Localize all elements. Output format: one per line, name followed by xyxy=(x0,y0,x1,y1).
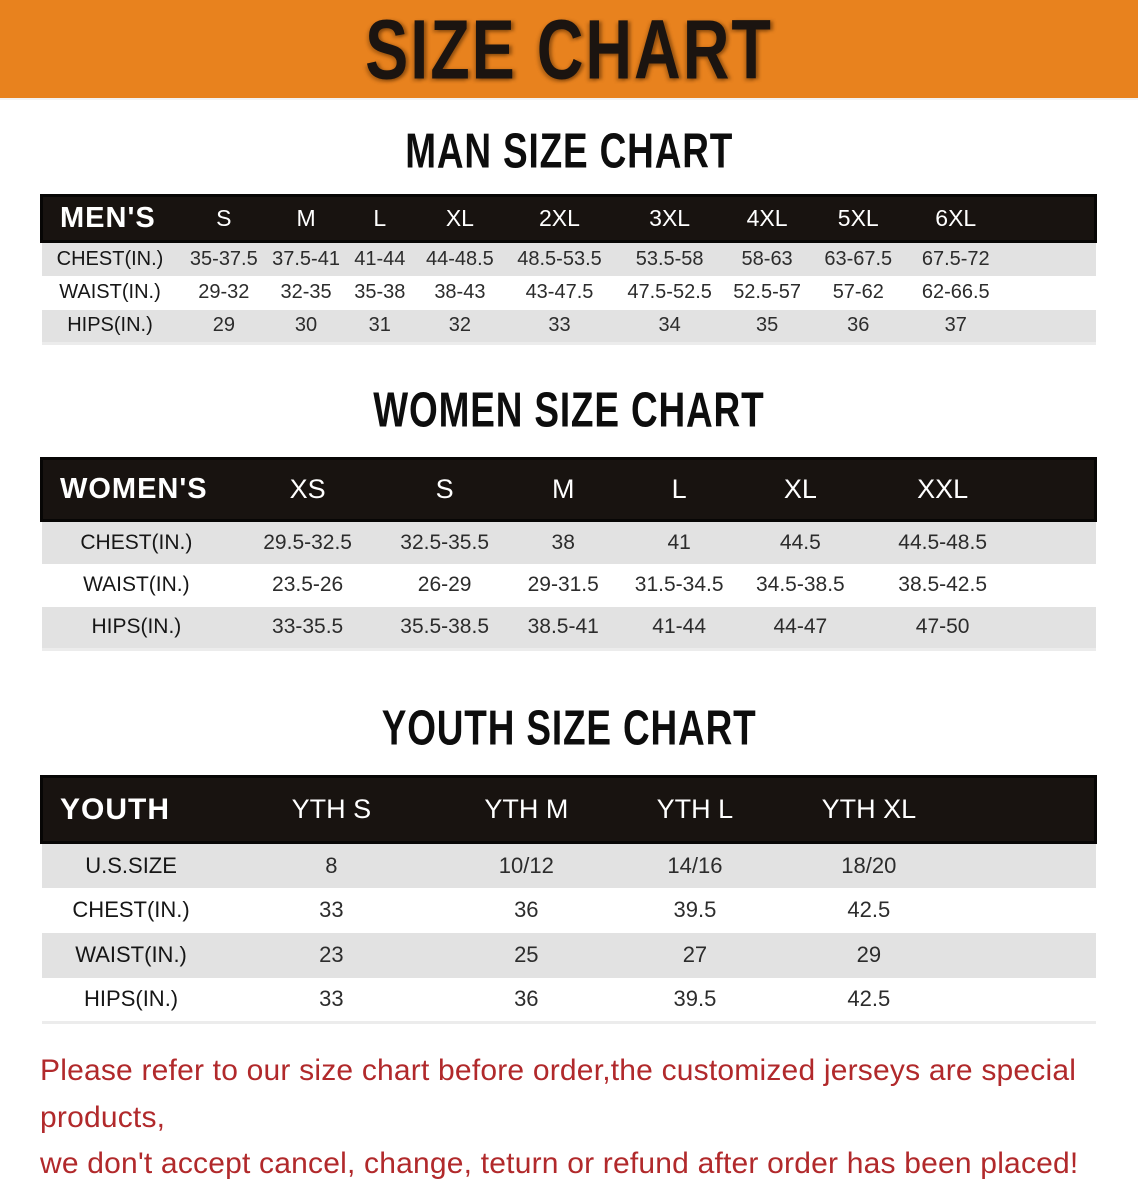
spacer-cell xyxy=(958,888,1095,933)
table-cell: 42.5 xyxy=(847,897,891,922)
column-header: 6XL xyxy=(935,205,977,231)
men-size-table xyxy=(40,194,1097,345)
table-cell: 29-31.5 xyxy=(527,573,599,596)
table-row xyxy=(42,888,1096,933)
table-cell: 8 xyxy=(325,852,338,878)
spacer-cell xyxy=(958,777,1095,843)
table-row xyxy=(42,843,1096,888)
table-cell: 18/20 xyxy=(841,852,897,878)
youth-table-body xyxy=(42,843,1096,1023)
column-header: YTH S xyxy=(291,794,372,824)
table-cell: 33 xyxy=(548,314,571,337)
table-header-row xyxy=(42,777,1096,843)
table-cell: 35.5-38.5 xyxy=(400,615,490,639)
table-cell: 44.5-48.5 xyxy=(898,530,988,554)
table-cell: 62-66.5 xyxy=(921,281,990,303)
row-label: HIPS(IN.) xyxy=(84,986,179,1012)
table-cell: 44-48.5 xyxy=(425,247,494,270)
spacer-cell xyxy=(1022,459,1096,521)
column-header: S xyxy=(216,205,232,231)
table-cell: 38.5-41 xyxy=(527,615,599,639)
table-cell: 38.5-42.5 xyxy=(898,573,988,596)
table-cell: 29-32 xyxy=(198,281,250,303)
banner-title: SIZE CHART xyxy=(365,1,773,97)
table-row xyxy=(42,933,1096,978)
table-row xyxy=(42,310,1096,344)
men-section-heading-text: MAN SIZE CHART xyxy=(405,124,733,179)
spacer-cell xyxy=(958,933,1095,978)
row-label: U.S.SIZE xyxy=(85,852,177,878)
spacer-cell xyxy=(1006,310,1096,344)
row-label: WAIST(IN.) xyxy=(83,573,190,596)
table-cell: 37.5-41 xyxy=(272,247,340,270)
table-group-label: WOMEN'S xyxy=(60,473,208,505)
table-cell: 29 xyxy=(856,942,882,967)
table-cell: 47-50 xyxy=(915,615,970,639)
table-cell: 67.5-72 xyxy=(921,247,990,270)
column-header: M xyxy=(551,474,575,504)
spacer-cell xyxy=(958,978,1095,1023)
spacer-cell xyxy=(1022,521,1096,564)
order-disclaimer-note xyxy=(40,1048,1110,1188)
spacer-cell xyxy=(1022,607,1096,650)
table-cell: 31 xyxy=(368,314,391,337)
row-label: WAIST(IN.) xyxy=(59,281,161,303)
column-header: 3XL xyxy=(649,205,691,231)
table-cell: 23 xyxy=(319,942,344,967)
table-cell: 32 xyxy=(448,314,472,337)
column-header: 4XL xyxy=(746,205,788,231)
table-cell: 37 xyxy=(944,314,967,337)
men-table-header xyxy=(42,196,1096,242)
table-cell: 31.5-34.5 xyxy=(634,573,724,596)
table-cell: 35 xyxy=(755,314,779,337)
table-cell: 10/12 xyxy=(498,852,554,878)
spacer-cell xyxy=(1006,242,1096,276)
table-cell: 34.5-38.5 xyxy=(755,573,845,596)
row-label: HIPS(IN.) xyxy=(67,314,153,337)
table-cell: 35-37.5 xyxy=(189,247,258,270)
men-table-body xyxy=(42,242,1096,344)
table-row xyxy=(42,978,1096,1023)
table-cell: 35-38 xyxy=(354,281,406,303)
men-section-heading xyxy=(0,124,1138,179)
youth-section-heading-text: YOUTH SIZE CHART xyxy=(381,701,757,756)
table-cell: 32.5-35.5 xyxy=(400,530,490,554)
table-cell: 14/16 xyxy=(667,852,723,878)
table-cell: 29.5-32.5 xyxy=(263,530,352,554)
table-cell: 44.5 xyxy=(779,530,821,554)
column-header: YTH L xyxy=(656,794,734,824)
table-cell: 36 xyxy=(514,897,539,922)
table-cell: 30 xyxy=(294,314,318,337)
women-size-table xyxy=(40,457,1097,651)
table-row xyxy=(42,564,1096,607)
women-table-header xyxy=(42,459,1096,521)
column-header: XXL xyxy=(917,474,969,504)
column-header: M xyxy=(296,205,316,231)
table-cell: 34 xyxy=(658,314,681,337)
column-header: 2XL xyxy=(539,205,580,231)
table-cell: 25 xyxy=(514,942,539,967)
table-cell: 47.5-52.5 xyxy=(627,281,712,303)
column-header: XL xyxy=(445,205,474,231)
table-cell: 39.5 xyxy=(673,986,717,1012)
youth-table-header xyxy=(42,777,1096,843)
table-cell: 58-63 xyxy=(741,247,793,270)
row-label: CHEST(IN.) xyxy=(80,530,193,554)
table-header-row xyxy=(42,459,1096,521)
table-cell: 52.5-57 xyxy=(733,281,802,303)
table-cell: 39.5 xyxy=(673,897,717,922)
table-group-label: MEN'S xyxy=(60,202,156,234)
spacer-cell xyxy=(1006,276,1096,310)
column-header: L xyxy=(373,205,387,231)
spacer-cell xyxy=(958,843,1095,888)
women-table-body xyxy=(42,521,1096,650)
table-cell: 41-44 xyxy=(652,615,707,639)
table-cell: 41-44 xyxy=(354,247,406,270)
table-row xyxy=(42,607,1096,650)
disclaimer-line-1: Please refer to our size chart before order,the customized jerseys are special products, xyxy=(40,1054,1077,1134)
table-cell: 38-43 xyxy=(434,281,486,303)
table-cell: 36 xyxy=(847,314,870,337)
table-header-row xyxy=(42,196,1096,242)
table-cell: 63-67.5 xyxy=(824,247,893,270)
table-row xyxy=(42,276,1096,310)
table-cell: 33 xyxy=(319,897,344,922)
table-cell: 41 xyxy=(667,530,691,554)
column-header: XL xyxy=(783,474,817,504)
table-cell: 38 xyxy=(551,530,575,554)
row-label: WAIST(IN.) xyxy=(75,942,187,967)
column-header: XS xyxy=(289,474,326,504)
disclaimer-line-2: we don't accept cancel, change, teturn or refund after order has been placed! xyxy=(40,1147,1079,1180)
youth-size-table xyxy=(40,775,1097,1024)
table-cell: 53.5-58 xyxy=(635,247,704,270)
youth-section-heading xyxy=(0,701,1138,756)
table-cell: 26-29 xyxy=(417,573,472,596)
column-header: YTH XL xyxy=(821,794,917,824)
row-label: CHEST(IN.) xyxy=(72,897,190,922)
table-cell: 43-47.5 xyxy=(525,281,594,303)
row-label: HIPS(IN.) xyxy=(91,615,182,639)
row-label: CHEST(IN.) xyxy=(56,247,164,270)
table-group-label: YOUTH xyxy=(60,792,170,826)
spacer-cell xyxy=(1006,196,1096,242)
table-cell: 57-62 xyxy=(832,281,884,303)
table-cell: 33 xyxy=(319,986,344,1012)
column-header: S xyxy=(435,474,454,504)
spacer-cell xyxy=(1022,564,1096,607)
column-header: L xyxy=(671,474,687,504)
table-cell: 32-35 xyxy=(280,281,332,303)
women-section-heading xyxy=(0,383,1138,438)
column-header: 5XL xyxy=(837,205,879,231)
table-cell: 48.5-53.5 xyxy=(517,247,602,270)
table-cell: 29 xyxy=(212,314,235,337)
table-row xyxy=(42,242,1096,276)
table-cell: 23.5-26 xyxy=(272,573,344,596)
table-cell: 36 xyxy=(514,986,539,1012)
table-cell: 44-47 xyxy=(773,615,828,639)
column-header: YTH M xyxy=(484,794,569,824)
women-section-heading-text: WOMEN SIZE CHART xyxy=(373,383,765,438)
table-cell: 33-35.5 xyxy=(272,615,344,639)
table-row xyxy=(42,521,1096,564)
table-cell: 42.5 xyxy=(847,986,891,1012)
size-chart-banner xyxy=(0,0,1138,100)
table-cell: 27 xyxy=(682,942,708,967)
